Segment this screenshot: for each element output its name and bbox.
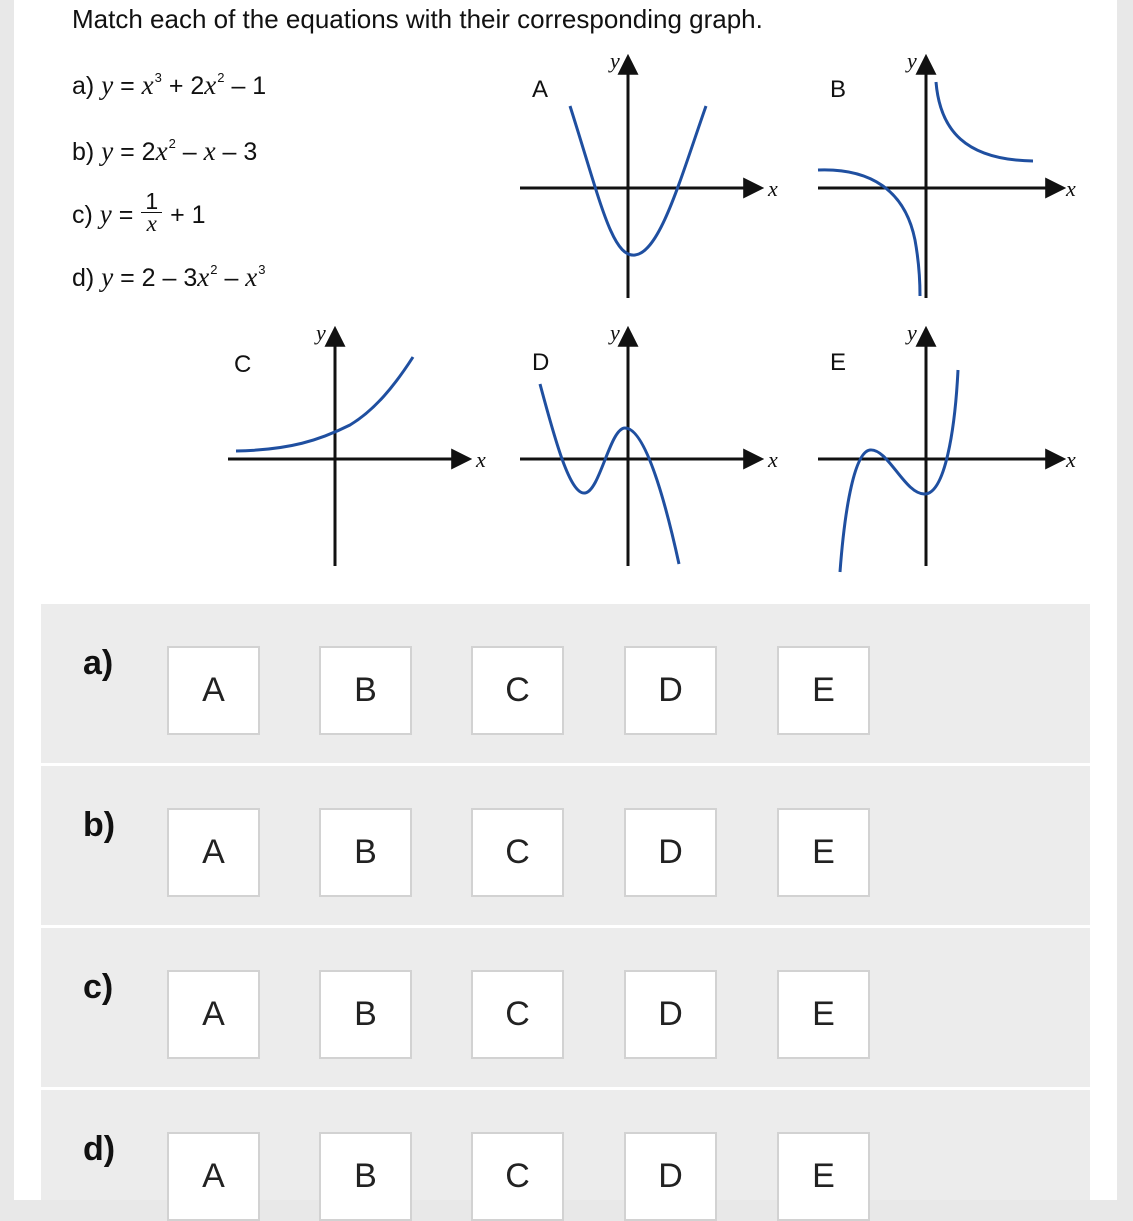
graph-a <box>520 48 778 298</box>
option-b-D[interactable]: D <box>624 808 717 897</box>
question-instruction: Match each of the equations with their corresponding graph. <box>72 4 763 34</box>
equation-d: d) $y = 2 - 3x^2 - x^3$ <box>72 262 266 292</box>
option-d-D[interactable]: D <box>624 1132 717 1221</box>
option-a-E[interactable]: E <box>777 646 870 735</box>
graph-e <box>818 320 1076 572</box>
graph-d <box>520 320 778 566</box>
answer-row-label: b) <box>83 806 116 844</box>
option-d-B[interactable]: B <box>319 1132 412 1221</box>
option-d-A[interactable]: A <box>167 1132 260 1221</box>
graph-c-curve <box>236 357 413 451</box>
equation-c-letter: c) <box>72 201 93 230</box>
graph-b-curve-right <box>936 82 1033 161</box>
option-a-C[interactable]: C <box>471 646 564 735</box>
graph-c-y-label: y <box>316 320 326 345</box>
answer-row-d <box>41 1090 1090 1200</box>
graph-c <box>228 320 486 566</box>
answer-row-label: a) <box>83 644 114 682</box>
graph-e-curve <box>840 370 958 572</box>
equation-b: b) $y = 2x^2 - x - 3$ <box>72 136 258 166</box>
fraction-one-over-x: $\frac{1}{x}$ <box>141 190 162 235</box>
option-c-C[interactable]: C <box>471 970 564 1059</box>
option-c-E[interactable]: E <box>777 970 870 1059</box>
graph-e-x-label: x <box>1066 447 1076 472</box>
graph-a-label: A <box>532 76 549 103</box>
option-a-B[interactable]: B <box>319 646 412 735</box>
graphs-figure <box>0 0 1133 600</box>
graph-a-y-label: y <box>610 48 620 73</box>
graph-b-x-label: x <box>1066 176 1076 201</box>
option-d-C[interactable]: C <box>471 1132 564 1221</box>
graph-a-curve <box>570 106 706 255</box>
option-c-B[interactable]: B <box>319 970 412 1059</box>
graph-d-y-label: y <box>610 320 620 345</box>
graph-a-x-label: x <box>768 176 778 201</box>
equation-a-y: y <box>101 70 114 100</box>
option-b-E[interactable]: E <box>777 808 870 897</box>
graph-e-y-label: y <box>907 320 917 345</box>
answer-row-b <box>41 766 1090 925</box>
graph-d-curve <box>540 384 679 564</box>
graph-b-label: B <box>830 76 847 103</box>
equation-a: a) $y = x^3 + 2x^2 - 1$ <box>72 70 267 100</box>
option-c-A[interactable]: A <box>167 970 260 1059</box>
option-c-D[interactable]: D <box>624 970 717 1059</box>
graph-c-label: C <box>234 351 252 378</box>
answer-row-a <box>41 604 1090 763</box>
equation-d-y: y <box>101 262 114 292</box>
graph-b-y-label: y <box>907 48 917 73</box>
option-d-E[interactable]: E <box>777 1132 870 1221</box>
equation-d-letter: d) <box>72 264 95 292</box>
graph-e-label: E <box>830 349 847 376</box>
graph-b <box>818 48 1076 298</box>
equation-c-y: y <box>99 199 112 230</box>
graph-d-x-label: x <box>768 447 778 472</box>
equation-b-letter: b) <box>72 138 95 166</box>
graph-d-label: D <box>532 349 550 376</box>
option-b-C[interactable]: C <box>471 808 564 897</box>
option-a-D[interactable]: D <box>624 646 717 735</box>
option-b-B[interactable]: B <box>319 808 412 897</box>
answer-row-c <box>41 928 1090 1087</box>
answer-row-label: c) <box>83 968 114 1006</box>
equation-a-letter: a) <box>72 72 95 100</box>
equation-b-y: y <box>101 136 114 166</box>
equation-c: c) y = $\frac{1}{x}$ + 1 <box>72 188 206 236</box>
option-b-A[interactable]: A <box>167 808 260 897</box>
graph-c-x-label: x <box>476 447 486 472</box>
answer-row-label: d) <box>83 1130 116 1168</box>
option-a-A[interactable]: A <box>167 646 260 735</box>
